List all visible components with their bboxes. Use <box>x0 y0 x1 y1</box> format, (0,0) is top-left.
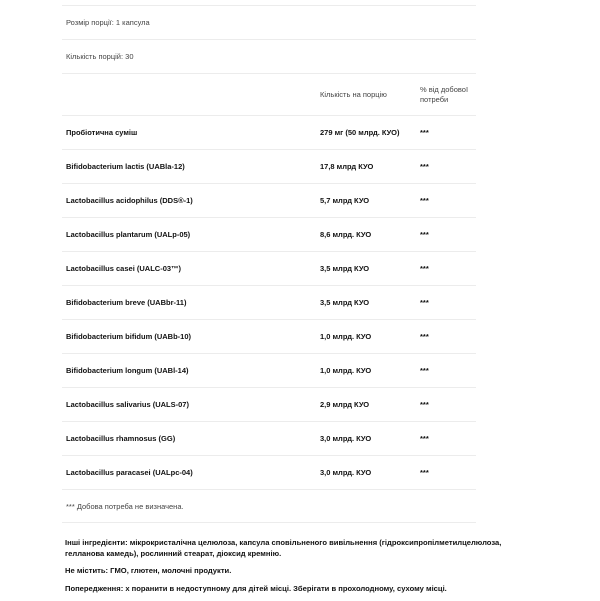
table-row <box>62 319 476 353</box>
ingredient-name: Lactobacillus paracasei (UALpc-04) <box>66 468 193 477</box>
footnote: *** Добова потреба не визначена. <box>66 501 184 511</box>
ingredient-name: Lactobacillus rhamnosus (GG) <box>66 434 176 443</box>
serving-size: Розмір порції: 1 капсула <box>66 18 150 27</box>
ingredient-dv: *** <box>420 433 429 443</box>
table-row <box>62 421 476 455</box>
ingredient-name: Lactobacillus plantarum (UALp-05) <box>66 230 191 239</box>
ingredient-amount: 5,7 млрд КУО <box>320 196 370 205</box>
ingredient-amount: 3,5 млрд КУО <box>320 298 370 307</box>
free-of: Не містить: ГМО, глютен, молочні продукти. <box>65 566 232 575</box>
table-row <box>62 217 476 251</box>
notes <box>65 538 525 601</box>
ingredient-amount: 1,0 млрд. КУО <box>320 332 372 341</box>
other-ingredients: Інші інгредієнти: мікрокристалічна целюлоза, капсула сповільненого вивільнення (гідроксипропілметилцелюлоза, гелланова камедь), рослинний стеарат, діоксид кремнію. <box>65 538 502 558</box>
table-row <box>62 183 476 217</box>
servings-count: Кількість порцій: 30 <box>66 52 134 61</box>
supplement-facts-table <box>62 5 476 523</box>
ingredient-amount: 17,8 млрд КУО <box>320 162 374 171</box>
footnote-row <box>62 489 476 523</box>
table-row <box>62 455 476 489</box>
ingredient-dv: *** <box>420 297 429 307</box>
ingredient-name: Bifidobacterium lactis (UABla-12) <box>66 162 185 171</box>
ingredient-dv: *** <box>420 331 429 341</box>
ingredient-dv: *** <box>420 467 429 477</box>
ingredient-name: Bifidobacterium bifidum (UABb-10) <box>66 332 191 341</box>
ingredient-dv: *** <box>420 399 429 409</box>
table-row <box>62 353 476 387</box>
ingredient-dv: *** <box>420 127 429 137</box>
ingredient-dv: *** <box>420 263 429 273</box>
ingredient-amount: 2,9 млрд КУО <box>320 400 370 409</box>
table-row <box>62 387 476 421</box>
ingredient-name: Lactobacillus salivarius (UALS-07) <box>66 400 189 409</box>
ingredient-name: Bifidobacterium breve (UABbr-11) <box>66 298 187 307</box>
table-header <box>62 73 476 115</box>
header-amount: Кількість на порцію <box>320 90 387 99</box>
table-row <box>62 251 476 285</box>
servings-row <box>62 39 476 73</box>
ingredient-name: Bifidobacterium longum (UABl-14) <box>66 366 189 375</box>
header-dv: % від добової потреби <box>420 84 469 104</box>
ingredient-amount: 279 мг (50 млрд. КУО) <box>320 128 400 137</box>
table-row <box>62 115 476 149</box>
warning: Попередження: х поранити в недоступному для дітей місці. Зберігати в прохолодному, сухому місці. <box>65 583 447 593</box>
table-row <box>62 285 476 319</box>
ingredient-dv: *** <box>420 365 429 375</box>
ingredient-amount: 3,0 млрд. КУО <box>320 468 372 477</box>
serving-size-row <box>62 5 476 39</box>
ingredient-name: Lactobacillus casei (UALC-03™) <box>66 264 182 273</box>
ingredient-dv: *** <box>420 229 429 239</box>
ingredient-amount: 3,5 млрд КУО <box>320 264 370 273</box>
ingredient-dv: *** <box>420 195 429 205</box>
ingredient-amount: 3,0 млрд. КУО <box>320 434 372 443</box>
ingredient-dv: *** <box>420 161 429 171</box>
ingredient-name: Lactobacillus acidophilus (DDS®-1) <box>66 196 193 205</box>
table-row <box>62 149 476 183</box>
ingredient-amount: 1,0 млрд. КУО <box>320 366 372 375</box>
ingredient-amount: 8,6 млрд. КУО <box>320 230 372 239</box>
ingredient-name: Пробіотична суміш <box>66 128 138 137</box>
